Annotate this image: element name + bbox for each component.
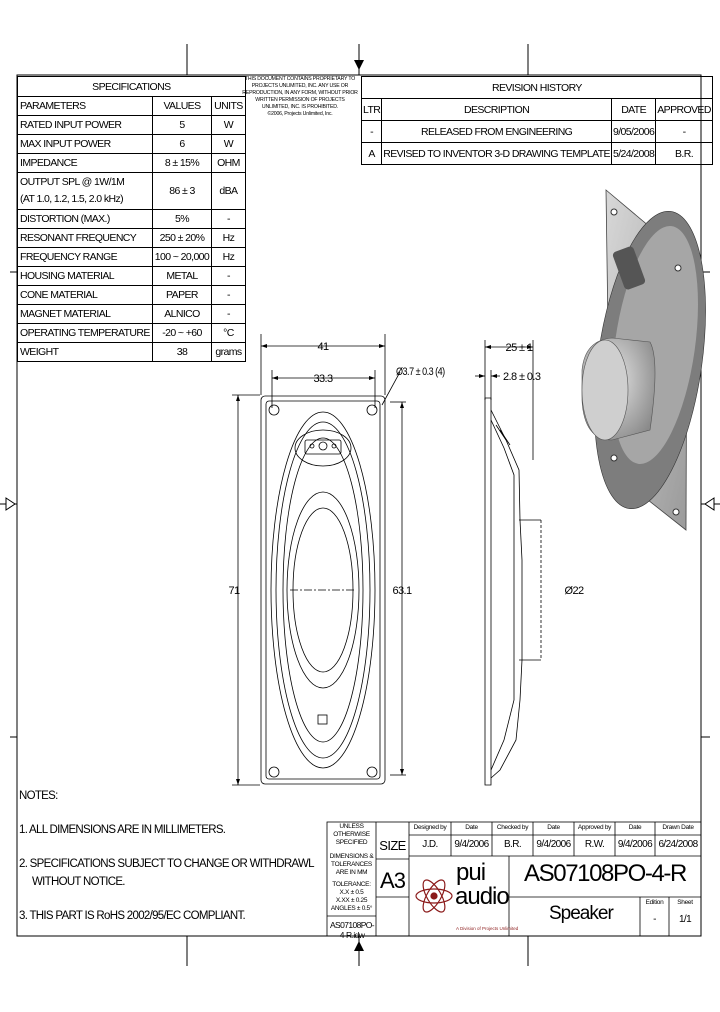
spec-value: -20 ~ +60 bbox=[152, 324, 211, 343]
dim-width-outer: 41 bbox=[317, 341, 329, 353]
rev-header-date: DATE bbox=[611, 99, 655, 121]
spec-unit: Hz bbox=[212, 229, 246, 248]
approved-by-label: Approved by bbox=[577, 824, 612, 831]
drawn-date-value: 6/24/2008 bbox=[658, 839, 698, 850]
drawn-date-label: Drawn Date bbox=[662, 824, 694, 831]
dim-flange: 2.8 ± 0.3 bbox=[503, 371, 541, 383]
checked-date-value: 9/4/2006 bbox=[536, 839, 571, 850]
spec-value: 5 bbox=[152, 116, 211, 135]
spec-unit: °C bbox=[212, 324, 246, 343]
spec-value: 100 ~ 20,000 bbox=[152, 248, 211, 267]
revision-history-title: REVISION HISTORY bbox=[362, 77, 713, 99]
dim-height-outer: 71 bbox=[228, 585, 240, 597]
rev-description: REVISED TO INVENTOR 3-D DRAWING TEMPLATE bbox=[382, 143, 612, 165]
note-3: 3. THIS PART IS RoHS 2002/95/EC COMPLIANT. bbox=[19, 910, 246, 922]
sheet-value: 1/1 bbox=[678, 914, 692, 925]
rev-date: 5/24/2008 bbox=[611, 143, 655, 165]
date-label: Date bbox=[465, 824, 478, 831]
specifications-title: SPECIFICATIONS bbox=[18, 77, 246, 97]
date-label: Date bbox=[547, 824, 560, 831]
spec-param: IMPEDANCE bbox=[18, 154, 153, 173]
spec-unit: Hz bbox=[212, 248, 246, 267]
spec-header-values: VALUES bbox=[152, 97, 211, 116]
dim-magnet-diameter: Ø22 bbox=[564, 585, 584, 597]
pui-audio-logo-mark bbox=[416, 877, 452, 915]
spec-param: HOUSING MATERIAL bbox=[18, 267, 153, 286]
tol-line: TOLERANCES bbox=[331, 861, 372, 868]
approved-by-value: R.W. bbox=[584, 839, 605, 850]
rev-approved: - bbox=[656, 121, 713, 143]
spec-param: FREQUENCY RANGE bbox=[18, 248, 153, 267]
spec-unit: - bbox=[212, 286, 246, 305]
note-1: 1. ALL DIMENSIONS ARE IN MILLIMETERS. bbox=[19, 824, 226, 836]
note-2a: 2. SPECIFICATIONS SUBJECT TO CHANGE OR WITHDRAWL bbox=[19, 858, 314, 870]
spec-unit: OHM bbox=[212, 154, 246, 173]
spec-value: 38 bbox=[152, 343, 211, 362]
dim-hole-diameter: Ø3.7 ± 0.3 (4) bbox=[396, 366, 445, 378]
dim-height-inner: 63.1 bbox=[392, 585, 412, 597]
notice-copyright: ©2006, Projects Unlimited, Inc. bbox=[267, 111, 333, 117]
tol-line: SPECIFIED bbox=[335, 839, 368, 846]
spec-value: 86 ± 3 bbox=[152, 173, 211, 210]
spec-value: METAL bbox=[152, 267, 211, 286]
notice-text: THIS DOCUMENT CONTAINS PROPRIETARY TO PROJECTS UNLIMITED, INC. ANY USE OR REPRODUCTION, IN ANY FORM, WITHOUT PRIOR WRITTEN PERMISSION OF PROJECTS UNLIMITED, INC. IS PROHIBITED. bbox=[242, 76, 358, 110]
rev-approved: B.R. bbox=[656, 143, 713, 165]
rev-ltr: A bbox=[362, 143, 382, 165]
approved-date-value: 9/4/2006 bbox=[617, 839, 653, 850]
tol-line: ANGLES ± 0.5° bbox=[330, 905, 373, 912]
dim-depth: 25 ± 1 bbox=[505, 342, 533, 354]
checked-by-value: B.R. bbox=[503, 839, 522, 850]
part-name: Speaker bbox=[549, 903, 613, 924]
spec-header-parameters: PARAMETERS bbox=[18, 97, 153, 116]
spec-unit: dBA bbox=[212, 173, 246, 210]
designed-by-value: J.D. bbox=[422, 839, 438, 850]
tol-line: ARE IN MM bbox=[335, 869, 368, 876]
spec-unit: - bbox=[212, 267, 246, 286]
spec-unit: - bbox=[212, 305, 246, 324]
edition-label: Edition bbox=[645, 899, 664, 906]
size-value: A3 bbox=[380, 868, 405, 893]
spec-header-units: UNITS bbox=[212, 97, 246, 116]
spec-value: ALNICO bbox=[152, 305, 211, 324]
edition-value: - bbox=[653, 914, 656, 925]
note-2b: WITHOUT NOTICE. bbox=[32, 876, 125, 888]
spec-param: RESONANT FREQUENCY bbox=[18, 229, 153, 248]
drawing-file-name: AS07108PO-4-R.idw bbox=[329, 920, 375, 940]
spec-unit: grams bbox=[212, 343, 246, 362]
tolerance-block bbox=[328, 823, 375, 913]
spec-param-line2: (AT 1.0, 1.2, 1.5, 2.0 kHz) bbox=[20, 193, 124, 205]
logo-text-pui: pui bbox=[456, 859, 486, 886]
spec-param: DISTORTION (MAX.) bbox=[18, 210, 153, 229]
rev-header-ltr: LTR bbox=[362, 99, 382, 121]
spec-param: RATED INPUT POWER bbox=[18, 116, 153, 135]
spec-value: 5% bbox=[152, 210, 211, 229]
tol-line: X.XX ± 0.25 bbox=[335, 897, 368, 904]
part-number: AS07108PO-4-R bbox=[524, 860, 686, 887]
spec-value: 6 bbox=[152, 135, 211, 154]
date-label: Date bbox=[628, 824, 642, 831]
rev-date: 9/05/2006 bbox=[611, 121, 655, 143]
sheet-label: Sheet bbox=[677, 899, 693, 906]
spec-value: 8 ± 15% bbox=[152, 154, 211, 173]
rev-header-approved: APPROVED bbox=[656, 99, 713, 121]
size-label: SIZE bbox=[379, 838, 406, 853]
logo-text-audio: audio bbox=[455, 883, 509, 910]
spec-param: CONE MATERIAL bbox=[18, 286, 153, 305]
spec-param: MAGNET MATERIAL bbox=[18, 305, 153, 324]
logo-subtitle: A Division of Projects Unlimited bbox=[456, 926, 519, 931]
rev-header-description: DESCRIPTION bbox=[382, 99, 612, 121]
dim-hole-spacing: 33.3 bbox=[313, 373, 333, 385]
rev-description: RELEASED FROM ENGINEERING bbox=[382, 121, 612, 143]
spec-param: MAX INPUT POWER bbox=[18, 135, 153, 154]
rev-ltr: - bbox=[362, 121, 382, 143]
designed-date-value: 9/4/2006 bbox=[454, 839, 489, 850]
spec-param: WEIGHT bbox=[18, 343, 153, 362]
notes-title: NOTES: bbox=[19, 790, 58, 802]
tol-line: UNLESS OTHERWISE bbox=[333, 823, 370, 838]
spec-value: PAPER bbox=[152, 286, 211, 305]
tol-line: DIMENSIONS & bbox=[329, 853, 374, 860]
spec-unit: W bbox=[212, 116, 246, 135]
tol-line: X.X ± 0.5 bbox=[339, 889, 364, 896]
spec-value: 250 ± 20% bbox=[152, 229, 211, 248]
spec-param-line1: OUTPUT SPL @ 1W/1M bbox=[20, 176, 125, 188]
spec-unit: - bbox=[212, 210, 246, 229]
spec-unit: W bbox=[212, 135, 246, 154]
checked-by-label: Checked by bbox=[496, 824, 529, 831]
spec-param: OPERATING TEMPERATURE bbox=[18, 324, 153, 343]
designed-by-label: Designed by bbox=[413, 824, 447, 831]
tol-line: TOLERANCE: bbox=[332, 881, 371, 888]
